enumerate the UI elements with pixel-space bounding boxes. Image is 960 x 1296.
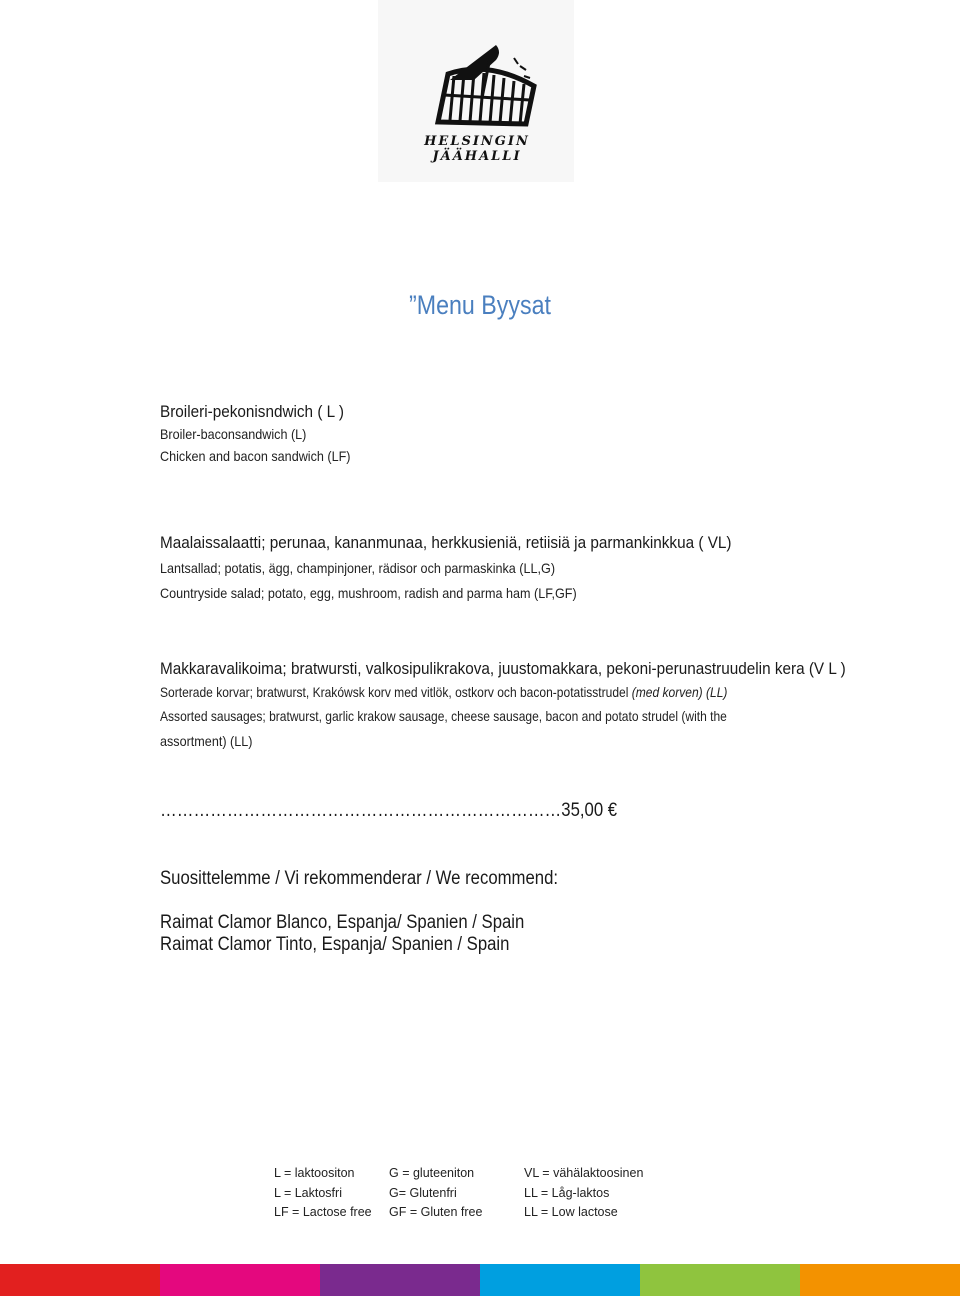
item-1-swedish: Broiler-baconsandwich (L) xyxy=(160,426,307,442)
stripe-red xyxy=(0,1264,160,1296)
menu-title: ”Menu Byysat xyxy=(409,290,551,320)
legend-gf-en: GF = Gluten free xyxy=(389,1205,483,1219)
wine-2: Raimat Clamor Tinto, Espanja/ Spanien / Spain xyxy=(160,934,510,955)
stripe-orange xyxy=(800,1264,960,1296)
item-2-english: Countryside salad; potato, egg, mushroom, radish and parma ham (LF,GF) xyxy=(160,585,577,601)
legend-lf-en: LF = Lactose free xyxy=(274,1205,372,1219)
item-2-name: Maalaissalaatti; perunaa, kananmunaa, herkkusieniä, retiisiä ja parmankinkkua ( VL) xyxy=(160,533,732,552)
item-3-swedish-text: Sorterade korvar; bratwurst, Krakówsk korv med vitlök, ostkorv och bacon-potatisstrudel xyxy=(160,684,629,700)
item-3-english-cont: assortment) (LL) xyxy=(160,733,253,749)
legend-vl-fi: VL = vähälaktoosinen xyxy=(524,1166,644,1180)
item-3-swedish-note: (med korven) (LL) xyxy=(631,684,728,700)
logo-text: HELSINGIN JÄÄHALLI xyxy=(424,134,530,164)
legend-g-fi: G = gluteeniton xyxy=(389,1166,475,1180)
stripe-purple xyxy=(320,1264,480,1296)
item-1-english: Chicken and bacon sandwich (LF) xyxy=(160,448,351,464)
item-3-english: Assorted sausages; bratwurst, garlic krakow sausage, cheese sausage, bacon and potato strudel (with the xyxy=(160,708,727,724)
recommend-heading: Suosittelemme / Vi rekommenderar / We recommend: xyxy=(160,868,559,889)
item-2-swedish: Lantsallad; potatis, ägg, champinjoner, rädisor och parmaskinka (LL,G) xyxy=(160,560,556,576)
stripe-green xyxy=(640,1264,800,1296)
legend-ll-sv: LL = Låg-laktos xyxy=(524,1186,610,1200)
stripe-magenta xyxy=(160,1264,320,1296)
stripe-blue xyxy=(480,1264,640,1296)
legend-l-sv: L = Laktosfri xyxy=(274,1186,342,1200)
price-line: ………………………………………………………………35,00 € xyxy=(160,800,618,821)
legend-ll-en: LL = Low lactose xyxy=(524,1205,618,1219)
item-3-name: Makkaravalikoima; bratwursti, valkosipulikrakova, juustomakkara, pekoni-perunastruudelin kera (V L ) xyxy=(160,659,846,678)
wine-1: Raimat Clamor Blanco, Espanja/ Spanien / Spain xyxy=(160,912,525,933)
legend-l-fi: L = laktoositon xyxy=(274,1166,355,1180)
item-1-name: Broileri-pekonisndwich ( L ) xyxy=(160,402,344,421)
item-3-swedish xyxy=(160,684,727,700)
legend-g-sv: G= Glutenfri xyxy=(389,1186,457,1200)
helsingin-jaahalli-logo xyxy=(378,0,574,182)
